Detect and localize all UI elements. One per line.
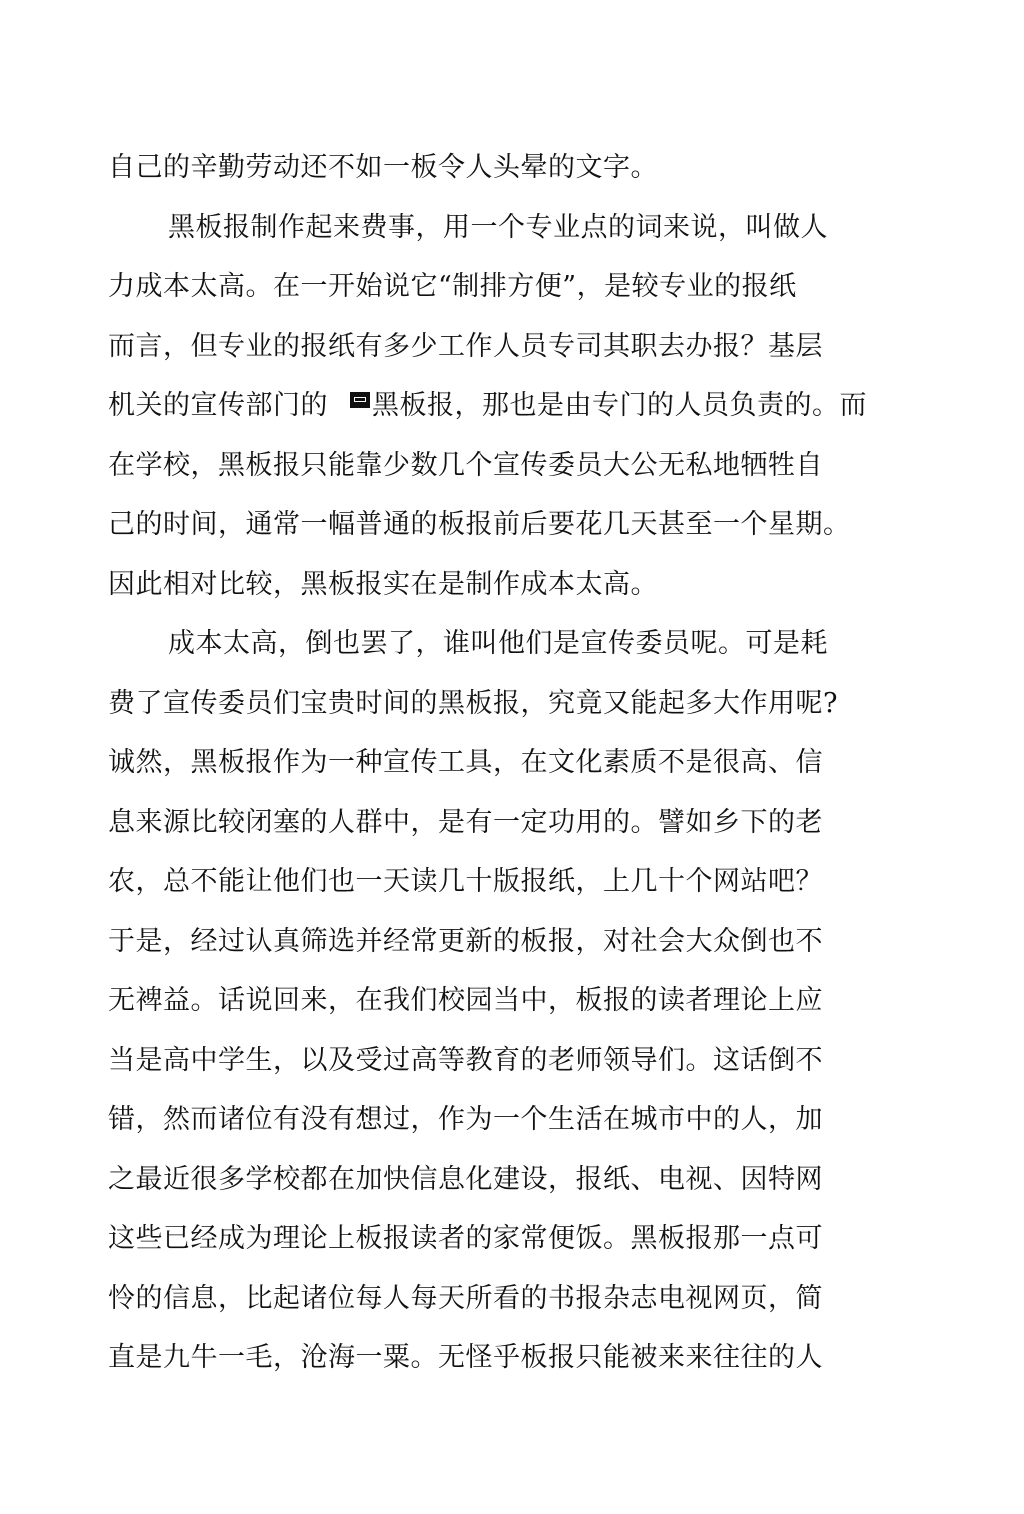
text-line: 息来源比较闭塞的人群中，是有一定功用的。譬如乡下的老 xyxy=(108,806,823,838)
text-line: 费了宣传委员们宝贵时间的黑板报，究竟又能起多大作用呢? xyxy=(108,687,838,719)
text-line: 己的时间，通常一幅普通的板报前后要花几天甚至一个星期。 xyxy=(108,509,851,540)
paragraph-first-line: 黑板报制作起来费事，用一个专业点的词来说，叫做人 xyxy=(168,211,828,243)
text-segment: 机关的宣传部门的 xyxy=(108,390,328,421)
text-line: 而言，但专业的报纸有多少工作人员专司其职去办报？基层 xyxy=(108,330,823,362)
paragraph-first-line: 成本太高，倒也罢了，谁叫他们是宣传委员呢。可是耗 xyxy=(168,628,828,659)
text-line: 错，然而诸位有没有想过，作为一个生活在城市中的人，加 xyxy=(108,1104,823,1135)
text-line: 无裨益。话说回来，在我们校园当中，板报的读者理论上应 xyxy=(108,985,823,1016)
text-segment: 黑板报，那也是由专门的人员负责的。而 xyxy=(372,390,867,421)
body-text xyxy=(108,146,908,1396)
text-line xyxy=(108,384,908,444)
text-line: 在学校，黑板报只能靠少数几个宣传委员大公无私地牺牲自 xyxy=(108,449,823,481)
text-line: 因此相对比较，黑板报实在是制作成本太高。 xyxy=(108,568,658,600)
text-line: 力成本太高。在一开始说它“制排方便”，是较专业的报纸 xyxy=(108,271,797,302)
text-line: 于是，经过认真筛选并经常更新的板报，对社会大众倒也不 xyxy=(108,925,823,957)
text-line: 诚然，黑板报作为一种宣传工具，在文化素质不是很高、信 xyxy=(108,747,823,778)
text-line: 当是高中学生，以及受过高等教育的老师领导们。这话倒不 xyxy=(108,1044,823,1076)
missing-glyph-icon xyxy=(350,392,370,408)
text-line: 自己的辛勤劳动还不如一板令人头晕的文字。 xyxy=(108,152,658,183)
text-line: 这些已经成为理论上板报读者的家常便饭。黑板报那一点可 xyxy=(108,1223,823,1254)
text-line: 直是九牛一毛，沧海一粟。无怪乎板报只能被来来往往的人 xyxy=(108,1342,823,1373)
text-line: 之最近很多学校都在加快信息化建设，报纸、电视、因特网 xyxy=(108,1163,823,1195)
text-line: 怜的信息，比起诸位每人每天所看的书报杂志电视网页，简 xyxy=(108,1282,823,1314)
text-line: 农，总不能让他们也一天读几十版报纸，上几十个网站吧？ xyxy=(108,866,823,897)
